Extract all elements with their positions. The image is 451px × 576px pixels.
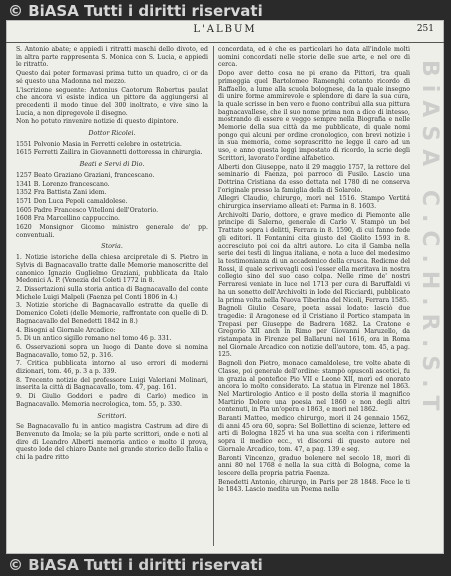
list-item: 1341 B. Lorenzo francescano. <box>16 180 110 188</box>
list-item: 6. Osservazioni sopra un luogo di Dante dove si nomina Bagnacavallo, tomo 52, p. 316. <box>16 343 208 359</box>
list-item: 1. Notizie istoriche della chiesa arcipretale di S. Pietro in Sylvis di Bagnacavallo tratte dalle Memorie manoscritte del canonico Ignazio Guglielmo Graziani, pubblicata da Italo Medonici A. P. (Venezia del Coleti 1772 in 8. <box>16 254 208 285</box>
column-divider <box>213 46 214 546</box>
paragraph: Non ho potuto rinvenire notizie di questo dipintore. <box>16 118 179 126</box>
list-item: 1551 Polvonio Masia in Ferretti celebre in ostetricia. <box>16 140 182 148</box>
list-storia <box>16 254 208 408</box>
paragraph: Benedetti Antonio, chirurgo, in Paris per 28 1848. Fece le ti le 1843. Lascio medita un Poema nella <box>218 478 410 494</box>
list-item: 1571 Don Luca Pepoli camaldolese. <box>16 197 128 205</box>
list-item: 1615 Ferretti Zailira in Giovannetti dottoressa in chirurgia. <box>16 149 203 157</box>
list-item: 1620 Monsignor Gicomo ministro generale de' pp. conventuali. <box>16 224 208 239</box>
list-item: 5. Di un antico sigillo romano nel tomo 46 p. 331. <box>16 335 172 343</box>
paragraph: Dopo aver detto cosa ne pi erano da Pittori, tra quali primeggia quel Bartolomeo Ramenghi cotanto ricordo di Raffaello, a lume alla scuola bolognese, da la quale insegno di unire forme ammirevole e splendore di dare la sua cura, la quale scrisse in ben vero e fuono contribuì alla sua pittura bagnacavallese, che il suo nome prima non a dico di intesso, mostrando di essere e veggo sempre nella Biografia e nelle Memorie della sua città da me pubblicate, di quale nomi pongo qui alcuni per ordine cronologico, con brevi notizie i in sua memoria, come soprascritto ne legge il caro ad un uso, e anno questa leggi impostato di ricordo, la scrie degli Scrittori, lavorato l'ordine alfabetico. <box>218 70 410 162</box>
watermark-bottom: © BiASA Tutti i diritti riservati <box>8 556 263 574</box>
list-item: 1608 Fra Marcellino cappuccino. <box>16 215 120 223</box>
list-item: 3. Notizie storiche di Bagnacavallo estratte da quelle di Domenico Coleti (delle Memorie, raffrontate con quelle di D. Bagnacavallo del Benedetti 1842 in 8.) <box>16 302 208 325</box>
list-dottori <box>16 141 208 157</box>
list-item: 1605 Padre Francesco Vitelloni dell'Oratorio. <box>16 206 159 214</box>
paragraph: Bagnoli don Pietro, monaco camaldolese, tre volte abate di Classe, poi generale dell'ordine: stampò opuscoli ascetici, fu in grazia al pontefice Pio VII e Leone XII, morì ed onorato ancora lo molto considerato. La statua in Firenze nel 1863. Nel Martirologio Antico e il posto della storia il magnifico Martirio Dolore una poesia nel 1860 e non degli altri contenuti, in Pia un'opera e 1863, e morì nel 1862. <box>218 360 410 414</box>
scrittori-text: Se Bagnacavallo fu in antico magistra Castrum ad dire di Benvenuto da Imola; se la più parte scrittori, onde e noti al dire di Leandro Alberti memoria antico e molto il prova, questo lode del chiaro Dante nel grande storico dello Italia e chi la padre ritto <box>16 423 208 462</box>
paragraph: Archivolti Dario, dottore, e grave medico di Piemonte alle principe di Salerno, generale di Carlo V. Stampò un bel Trattato sopra i delitti, Ferrara in 8. 1590, di cui fanno fede gli editori. Il Fontanini cita giusto del Giolito 1593 in 8. accresciuto poi coi da altri autore. Lo cita il Gamba nella serie dei testi di lingua italiana, e nota a luce del medesimo la testimonianza di un accademico della crusca. Redicme del Rossi, il quale scrivevagli così l'esser ella meritava in nostra collegio sino del suo caso colpa. Nelle rime de' nostri Ferraresi veniate in luce nel 1713 per cura di Baruffaldi vi ha un sonetto dell'Archivolti in lode del Ricciardi, pubblicato la prima volta nella Nuova Tiberina del Nicoli, Ferrara 1585. <box>218 211 410 304</box>
document-page <box>6 20 444 554</box>
section-title-beati: Beati e Servi di Dio. <box>79 160 145 169</box>
paragraph: Baronti Vincenzo, graduo bolenere nel secolo 18, morì di anni 80 nel 1768 e nella la sua città di Bologna, come la lescere della propria patria Faenza. <box>218 454 410 477</box>
list-beati <box>16 172 208 240</box>
paragraph: Baranti Matteo, medico chirurgo, morì il 24 gennaio 1562, di anni 45 ora 60, sopra: Sel Bollettino di scienze, lettere ed arti di Bologna 1825 vi ha una sua scelta con i riferimenti sopra il medico ecc., vi discorsi di questo autore nel Giornale Arcadico, tom. 47, a pag. 139 e seg. <box>218 415 410 453</box>
watermark-top: © BiASA Tutti i diritti riservati <box>8 2 263 20</box>
left-intro <box>16 46 208 126</box>
paragraph: concordata, ed è che es particolari ho data all'indole molti uomini concordati nelle storie delle sue arte, e nel ore di cerca. <box>218 46 410 69</box>
list-item: 8. Trecento notizie del professore Luigi Valeriani Molinari, inserita la città di Bagnacavallo, tom. 47, pag. 161. <box>16 376 208 392</box>
list-item: 9. Di Giulio Goddori e padre di Carlo) medico in Bagnacavallo. Memoria necrologica, tom. 55, p. 330. <box>16 393 208 408</box>
section-title-storia: Storia. <box>101 242 123 251</box>
paragraph: S. Antonio abate; e appiedi i ritratti maschi dello divoto, ed in altra parte rappresenta S. Monica con S. Lucia, e appiedi le ritratto. <box>16 46 208 69</box>
section-title-scrittori: Scrittori. <box>97 411 127 420</box>
paragraph: L'iscrizione seguente: Antonius Caotorum Robertus paulat che ancora vi esiste indica un pittore da aggiungersi al precedenti il modo tinue del 300 inoltrato, e vive sino la Lucia, a non dipregevole il disegno. <box>16 86 208 117</box>
side-watermark: BiASA C.C.H.R.S.T <box>417 60 442 419</box>
journal-title: L'ALBUM <box>193 24 257 35</box>
paragraph: Alberti don Giuseppe, nato il 29 maggio 1757, la rettore del seminario di Faenza, poi parroco di Fusilo. Lascio una Dottrina Cristiana da esso dettata nel 1780 di ne conserva l'originale presso la famiglia della di Solarolo. <box>218 163 410 194</box>
section-title-dottori: Dottor Ricolei. <box>88 129 136 138</box>
page-header <box>6 20 444 43</box>
right-column <box>218 46 410 546</box>
left-column <box>16 46 208 546</box>
list-item: 2. Dissertazioni sulla storia antica di Bagnacavallo del conte Michele Luigi Malpeli (Faenza pel Conti 1806 in 4.) <box>16 285 208 301</box>
list-item: 1257 Beato Graziano Graziani, francescano. <box>16 171 155 179</box>
paragraph: Allegri Claudio, chirurgo, mori nel 1516. Stampo Vertitá chirurgica inserviamo alleati et: Parma in 8. 1603. <box>218 195 410 211</box>
right-paragraphs <box>218 46 410 494</box>
page-number: 251 <box>416 24 434 34</box>
paragraph: Questo dai poter formavasi prima tutto un quadro, ci or da sé questo una Madonna nel mezzo. <box>16 70 208 85</box>
list-item: 1352 Fra Battista Zani idem. <box>16 189 107 197</box>
list-item: 7. Critica pubblicata intorno al uso errori di moderni dizionari, tom. 46, p. 3 a p. 339. <box>16 360 208 376</box>
list-item: 4. Bisogni al Giornale Arcadico: <box>16 326 116 334</box>
paragraph: Bagnoli Giulio Cesare, poeta assai lodato: lasciò due tragedie: il Aragonese ed il Cristiano il Portico stampata in Trepasi per Giuseppe de Badrera 1682. La Cratone e Gregorio XII anch in Rimo per Giovanni Maruzello, da ristampata in Firenze pel Ballaruni nel 1616, ora in Roma nel Giornale Arcadico con notizie dell'autore, tom. 45, a pag. 125. <box>218 305 410 359</box>
